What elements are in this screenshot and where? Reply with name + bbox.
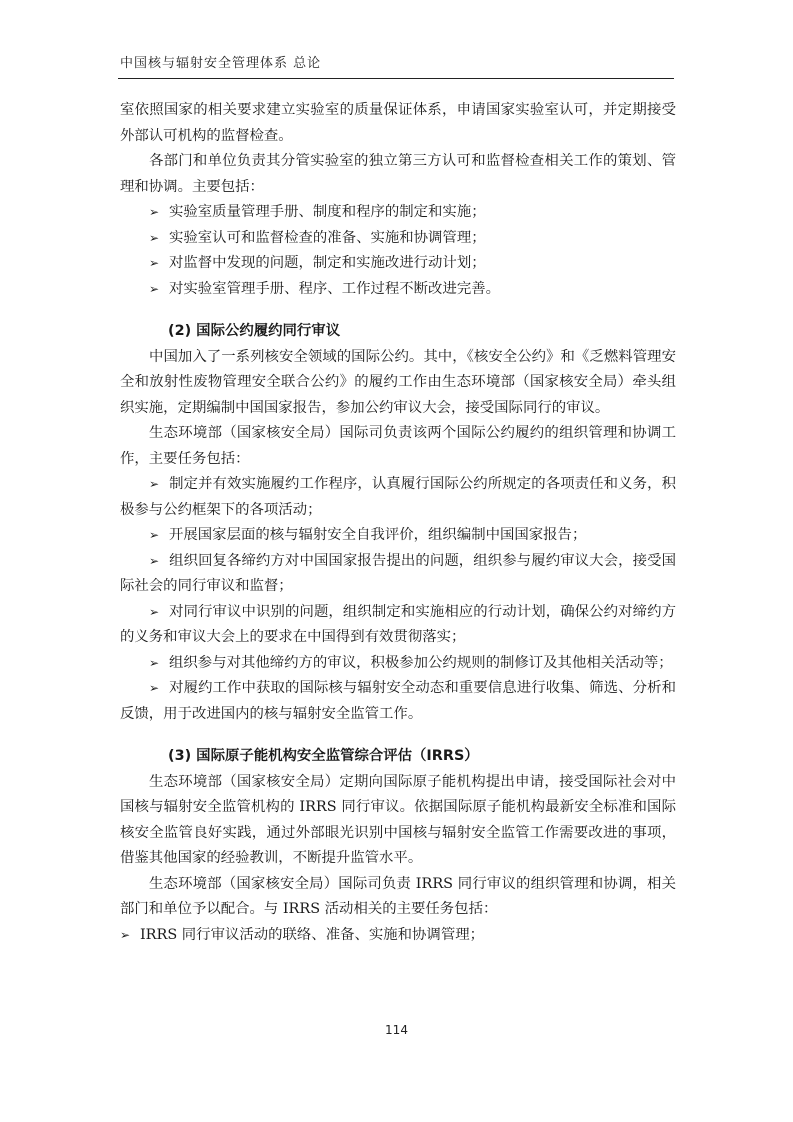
arrow-bullet-icon: ➢ (149, 281, 160, 296)
arrow-bullet-icon: ➢ (120, 927, 131, 942)
paragraph: 生态环境部（国家核安全局）国际司负责该两个国际公约履约的组织管理和协调工作，主要任务包括： (120, 425, 676, 467)
running-header: 中国核与辐射安全管理体系 总论 (120, 56, 322, 71)
list-item: ➢ 组织回复各缔约方对中国国家报告提出的问题，组织参与履约审议大会，接受国际社会的同行审议和监督； (120, 549, 676, 600)
arrow-bullet-icon: ➢ (149, 256, 160, 270)
section-heading: (2) 国际公约履约同行审议 (168, 323, 341, 339)
arrow-bullet-icon: ➢ (149, 553, 160, 568)
paragraph: 室依照国家的相关要求建立实验室的质量保证体系，申请国家实验室认可，并定期接受外部认可机构的监督检查。 (120, 102, 676, 144)
page-number: 114 (385, 1023, 408, 1037)
list-item: ➢ 对同行审议中识别的问题，组织制定和实施相应的行动计划，确保公约对缔约方的义务和审议大会上的要求在中国得到有效贯彻落实； (120, 600, 676, 651)
arrow-bullet-icon: ➢ (149, 230, 160, 245)
header-divider (118, 78, 674, 79)
arrow-bullet-icon: ➢ (149, 604, 160, 619)
list-item: ➢ 制定并有效实施履约工作程序，认真履行国际公约所规定的各项责任和义务，积极参与公约框架下的各项活动； (120, 472, 676, 523)
paragraph: 生态环境部（国家核安全局）国际司负责 IRRS 同行审议的组织管理和协调，相关部门和单位予以配合。与 IRRS 活动相关的主要任务包括： (120, 875, 676, 917)
page-body (120, 98, 676, 948)
list-item: ➢ 对实验室管理手册、程序、工作过程不断改进完善。 (120, 277, 676, 303)
arrow-bullet-icon: ➢ (149, 477, 160, 491)
list-item: ➢ 组织参与对其他缔约方的审议，积极参加公约规则的制修订及其他相关活动等； (120, 651, 676, 677)
list-item: ➢ 实验室认可和监督检查的准备、实施和协调管理； (120, 226, 676, 252)
paragraph: 各部门和单位负责其分管实验室的独立第三方认可和监督检查相关工作的策划、管理和协调。主要包括： (120, 153, 676, 195)
list-item: ➢ 对监督中发现的问题，制定和实施改进行动计划； (120, 251, 676, 277)
arrow-bullet-icon: ➢ (149, 655, 160, 670)
arrow-bullet-icon: ➢ (149, 205, 160, 219)
list-item: ➢ 对履约工作中获取的国际核与辐射安全动态和重要信息进行收集、筛选、分析和反馈，用于改进国内的核与辐射安全监管工作。 (120, 676, 676, 727)
section-heading: (3) 国际原子能机构安全监管综合评估（IRRS） (168, 748, 479, 764)
arrow-bullet-icon: ➢ (149, 528, 160, 542)
paragraph: 中国加入了一系列核安全领域的国际公约。其中，《核安全公约》和《乏燃料管理安全和放射性废物管理安全联合公约》的履约工作由生态环境部（国家核安全局）牵头组织实施，定期编制中国国家报告，参加公约审议大会，接受国际同行的审议。 (120, 348, 676, 416)
list-item: ➢ IRRS 同行审议活动的联络、准备、实施和协调管理； (120, 923, 676, 949)
paragraph: 生态环境部（国家核安全局）定期向国际原子能机构提出申请，接受国际社会对中国核与辐射安全监管机构的 IRRS 同行审议。依据国际原子能机构最新安全标准和国际核安全监管良好实践，通过外部眼光识别中国核与辐射安全监管工作需要改进的事项，借鉴其他国家的经验教训，不断提升监管水平。 (120, 773, 676, 866)
arrow-bullet-icon: ➢ (149, 681, 160, 695)
list-item: ➢ 实验室质量管理手册、制度和程序的制定和实施； (120, 200, 676, 226)
list-item: ➢ 开展国家层面的核与辐射安全自我评价，组织编制中国国家报告； (120, 523, 676, 549)
